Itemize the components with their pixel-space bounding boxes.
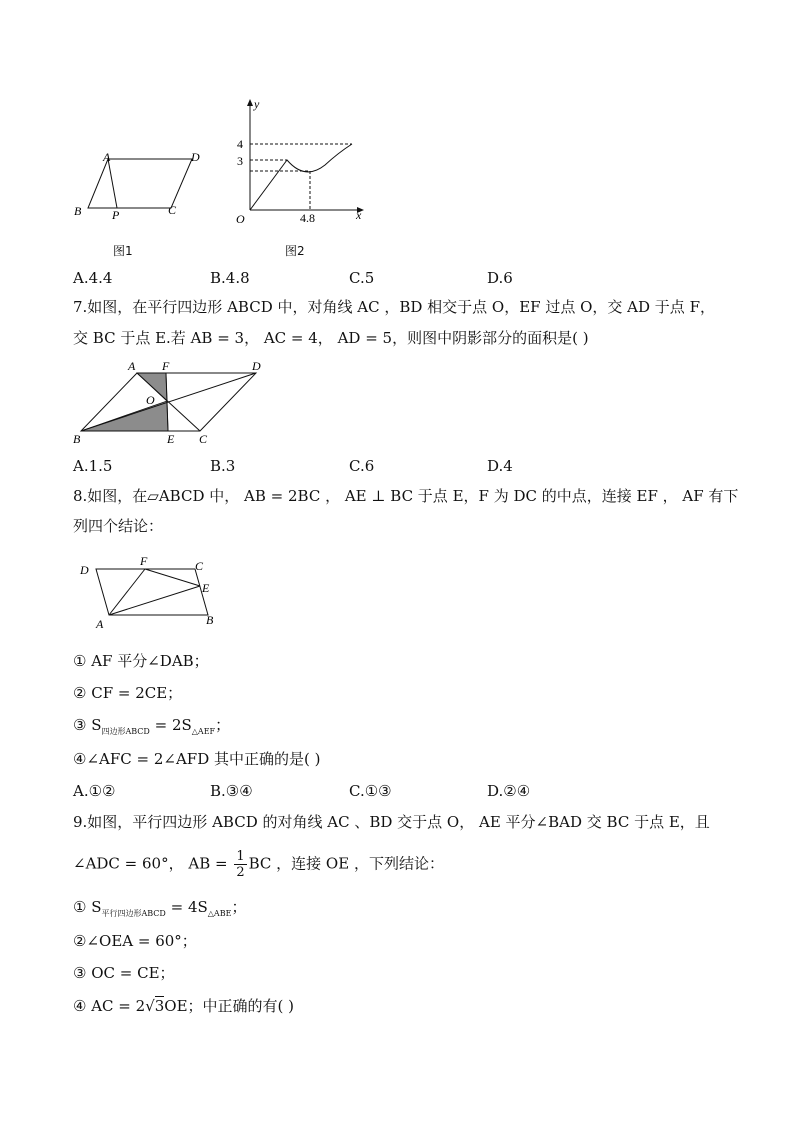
figure-1 bbox=[66, 140, 206, 260]
q9-line2-pre: ∠ADC = 60°， AB = bbox=[73, 854, 233, 873]
q9-s1-post: ； bbox=[231, 898, 247, 916]
q8-statement-4: ④∠AFC = 2∠AFD 其中正确的是( ) bbox=[73, 750, 321, 768]
label-C: C bbox=[168, 203, 177, 217]
label-B: B bbox=[74, 204, 82, 218]
q8-statement-3 bbox=[73, 715, 230, 742]
q9-s4-pre: ④ AC = 2 bbox=[73, 997, 146, 1015]
q7-label-A: A bbox=[128, 359, 136, 373]
fraction-one-half bbox=[234, 849, 246, 880]
q8-statement-2: ② CF = 2CE； bbox=[73, 684, 183, 702]
q8-option-a: A.①② bbox=[73, 782, 116, 800]
q6-option-a: A.4.4 bbox=[73, 269, 113, 287]
frac-denominator: 2 bbox=[236, 865, 245, 880]
q8-statement-1: ① AF 平分∠DAB； bbox=[73, 652, 209, 670]
q7-label-B: B bbox=[73, 432, 81, 446]
label-A: A bbox=[103, 150, 111, 164]
q7-line1: 7.如图，在平行四边形 ABCD 中，对角线 AC ，BD 相交于点 O，EF 过点 O，交 AD 于点 F， bbox=[73, 298, 715, 316]
q9-s1-pre: ① S bbox=[73, 898, 102, 916]
q8-label-A: A bbox=[96, 617, 104, 631]
q7-label-E: E bbox=[167, 432, 175, 446]
q8-label-E: E bbox=[202, 581, 210, 595]
q9-statement-3: ③ OC = CE； bbox=[73, 964, 175, 982]
q9-line1: 9.如图，平行四边形 ABCD 的对角线 AC 、BD 交于点 O， AE 平分∠BAD 交 BC 于点 E，且 bbox=[73, 813, 710, 831]
q9-s1-sub1: 平行四边形ABCD bbox=[101, 909, 166, 918]
axis-x-label: x bbox=[356, 208, 362, 222]
q8-label-C: C bbox=[195, 559, 204, 573]
q6-option-d: D.6 bbox=[487, 269, 513, 287]
q9-s4-post: OE；中正确的有( ) bbox=[164, 997, 295, 1015]
q7-option-d: D.4 bbox=[487, 457, 513, 475]
q7-figure bbox=[68, 356, 268, 446]
q9-line2-post: BC ，连接 OE ，下列结论： bbox=[248, 854, 444, 873]
q8-option-b: B.③④ bbox=[210, 782, 253, 800]
q6-option-c: C.5 bbox=[349, 269, 375, 287]
q8-s3-mid: = 2S bbox=[149, 716, 192, 734]
q9-s1-sub2: △ABE bbox=[207, 909, 232, 918]
label-P: P bbox=[112, 208, 120, 222]
figure-2 bbox=[220, 95, 370, 235]
q8-line2: 列四个结论： bbox=[73, 517, 164, 535]
q7-option-a: A.1.5 bbox=[73, 457, 113, 475]
q9-statement-1 bbox=[73, 897, 246, 924]
sqrt-radicand: 3 bbox=[154, 997, 165, 1015]
q7-label-D: D bbox=[252, 359, 261, 373]
q6-option-b: B.4.8 bbox=[210, 269, 250, 287]
tick-3: 3 bbox=[237, 154, 243, 168]
q8-figure bbox=[72, 548, 232, 638]
q9-line2 bbox=[73, 849, 444, 880]
tick-4-8: 4.8 bbox=[300, 211, 315, 225]
q9-statement-4 bbox=[73, 996, 294, 1016]
q8-line1: 8.如图，在▱ABCD 中， AB = 2BC ， AE ⊥ BC 于点 E，F 为 DC 的中点，连接 EF ， AF 有下 bbox=[73, 487, 739, 505]
q8-s3-sub1: 四边形ABCD bbox=[101, 727, 150, 736]
q8-s3-pre: ③ S bbox=[73, 716, 102, 734]
frac-numerator: 1 bbox=[236, 849, 245, 864]
q7-label-F: F bbox=[162, 359, 170, 373]
figure-2-caption: 图2 bbox=[285, 244, 305, 258]
q7-label-O: O bbox=[146, 393, 155, 407]
q9-s1-mid: = 4S bbox=[165, 898, 208, 916]
figure-1-caption: 图1 bbox=[113, 244, 133, 258]
label-D: D bbox=[191, 150, 200, 164]
origin-label: O bbox=[236, 212, 245, 226]
sqrt-symbol: √ bbox=[145, 997, 155, 1015]
q8-label-F: F bbox=[140, 554, 148, 568]
tick-4: 4 bbox=[237, 137, 243, 151]
q7-option-c: C.6 bbox=[349, 457, 375, 475]
q7-label-C: C bbox=[199, 432, 208, 446]
q9-statement-2: ②∠OEA = 60°； bbox=[73, 932, 197, 950]
q8-option-c: C.①③ bbox=[349, 782, 392, 800]
q7-line2: 交 BC 于点 E.若 AB = 3， AC = 4， AD = 5，则图中阴影部分的面积是( ) bbox=[73, 329, 589, 347]
q8-option-d: D.②④ bbox=[487, 782, 531, 800]
q7-option-b: B.3 bbox=[210, 457, 236, 475]
q8-label-D: D bbox=[80, 563, 89, 577]
q8-s3-sub2: △AEF bbox=[191, 727, 216, 736]
q8-label-B: B bbox=[206, 613, 214, 627]
q8-s3-post: ； bbox=[215, 716, 231, 734]
axis-y-label: y bbox=[254, 97, 260, 111]
